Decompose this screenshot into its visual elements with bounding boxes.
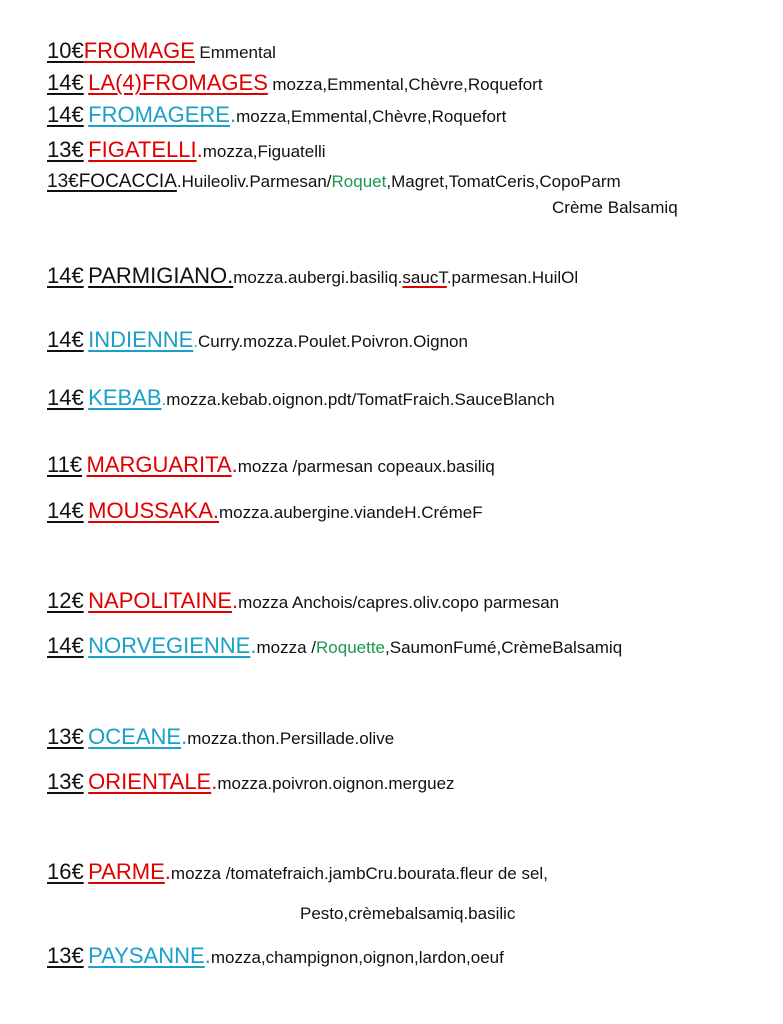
menu-item-4-fromages (47, 72, 543, 94)
menu-item-figatelli (47, 139, 326, 161)
item-dot: . (232, 588, 239, 613)
item-name: FIGATELLI (88, 137, 197, 162)
item-description: mozza.thon.Persillade.olive (187, 729, 395, 748)
item-description: mozza,Emmental,Chèvre,Roquefort (272, 75, 543, 94)
menu-item-indienne (47, 329, 468, 351)
item-description: mozza /tomatefraich.jambCru.bourata.fleur de sel, (170, 864, 548, 883)
item-price: 14€ (47, 498, 84, 523)
item-description-highlight: Roquette (316, 638, 386, 657)
item-dot: . (181, 724, 188, 749)
item-description-continuation: Crème Balsamiq (552, 198, 678, 217)
item-description: Curry.mozza.Poulet.Poivron.Oignon (198, 332, 468, 351)
menu-item-marguarita (47, 454, 495, 476)
item-description: .parmesan.HuilOl (446, 268, 579, 287)
item-price: 13€ (47, 724, 84, 749)
item-name: KEBAB (88, 385, 162, 410)
item-dot: . (164, 859, 171, 884)
item-dot: . (227, 263, 234, 288)
menu-item-kebab (47, 387, 555, 409)
item-dot: . (161, 390, 167, 409)
item-description-highlight: saucT (402, 268, 447, 287)
item-name: PARME (88, 859, 165, 884)
item-dot: . (193, 332, 199, 351)
item-price: 14€ (47, 102, 84, 127)
item-description: mozza,Figuatelli (202, 142, 326, 161)
item-price: 16€ (47, 859, 84, 884)
item-name: NORVEGIENNE (88, 633, 251, 658)
item-description: .Huileoliv.Parmesan/ (176, 172, 332, 191)
item-description: ,Magret,TomatCeris,CopoParm (386, 172, 621, 191)
item-price: 11€ (47, 452, 83, 477)
menu-item-paysanne (47, 945, 504, 967)
item-description: mozza / (256, 638, 317, 657)
item-dot: . (231, 452, 238, 477)
item-description: mozza,champignon,oignon,lardon,oeuf (210, 948, 504, 967)
menu-item-focaccia (47, 172, 621, 191)
menu-item-parmigiano (47, 265, 578, 287)
item-description: ,SaumonFumé,CrèmeBalsamiq (385, 638, 623, 657)
item-name: MARGUARITA (86, 452, 232, 477)
menu-item-moussaka (47, 500, 483, 522)
item-name: PAYSANNE (88, 943, 205, 968)
item-name: FROMAGE (83, 38, 195, 63)
menu-item-fromage (47, 40, 276, 62)
item-price: 13€ (47, 769, 84, 794)
item-price: 14€ (47, 385, 84, 410)
item-name: FROMAGERE (88, 102, 230, 127)
menu-item-norvegienne (47, 635, 622, 657)
item-name: FOCACCIA (78, 171, 177, 192)
menu-item-fromagere (47, 104, 506, 126)
item-dot: . (196, 137, 203, 162)
item-description: Emmental (199, 43, 276, 62)
item-description: mozza.kebab.oignon.pdt/TomatFraich.SauceBlanch (166, 390, 555, 409)
menu-item-parme (47, 861, 548, 883)
item-description: mozza /parmesan copeaux.basiliq (237, 457, 495, 476)
item-price: 13€ (47, 137, 84, 162)
item-description: mozza.poivron.oignon.merguez (217, 774, 455, 793)
item-name: MOUSSAKA. (88, 498, 219, 523)
item-dot: . (229, 102, 237, 127)
item-name: ORIENTALE (88, 769, 212, 794)
menu-item-orientale (47, 771, 455, 793)
item-description-highlight: Roquet (331, 172, 387, 191)
item-description: mozza,Emmental,Chèvre,Roquefort (236, 107, 507, 126)
item-name: PARMIGIANO (88, 263, 228, 288)
item-name: INDIENNE (88, 327, 194, 352)
item-description: mozza.aubergi.basiliq. (233, 268, 403, 287)
item-price: 14€ (47, 327, 84, 352)
item-price: 12€ (47, 588, 84, 613)
item-dot: . (250, 633, 257, 658)
item-price: 14€ (47, 70, 84, 95)
item-price: 14€ (47, 263, 84, 288)
item-description: mozza.aubergine.viandeH.CrémeF (218, 503, 483, 522)
item-name: NAPOLITAINE (88, 588, 233, 613)
menu-item-oceane (47, 726, 394, 748)
item-price: 10€ (47, 38, 84, 63)
item-description-continuation: Pesto,crèmebalsamiq.basilic (300, 904, 516, 923)
menu-item-napolitaine (47, 590, 559, 612)
item-dot: . (211, 769, 218, 794)
item-price: 13€ (47, 171, 79, 192)
item-dot: . (204, 943, 211, 968)
item-description: mozza Anchois/capres.oliv.copo parmesan (238, 593, 560, 612)
item-name: LA(4)FROMAGES (88, 70, 268, 95)
item-price: 13€ (47, 943, 84, 968)
item-price: 14€ (47, 633, 84, 658)
item-name: OCEANE (88, 724, 182, 749)
